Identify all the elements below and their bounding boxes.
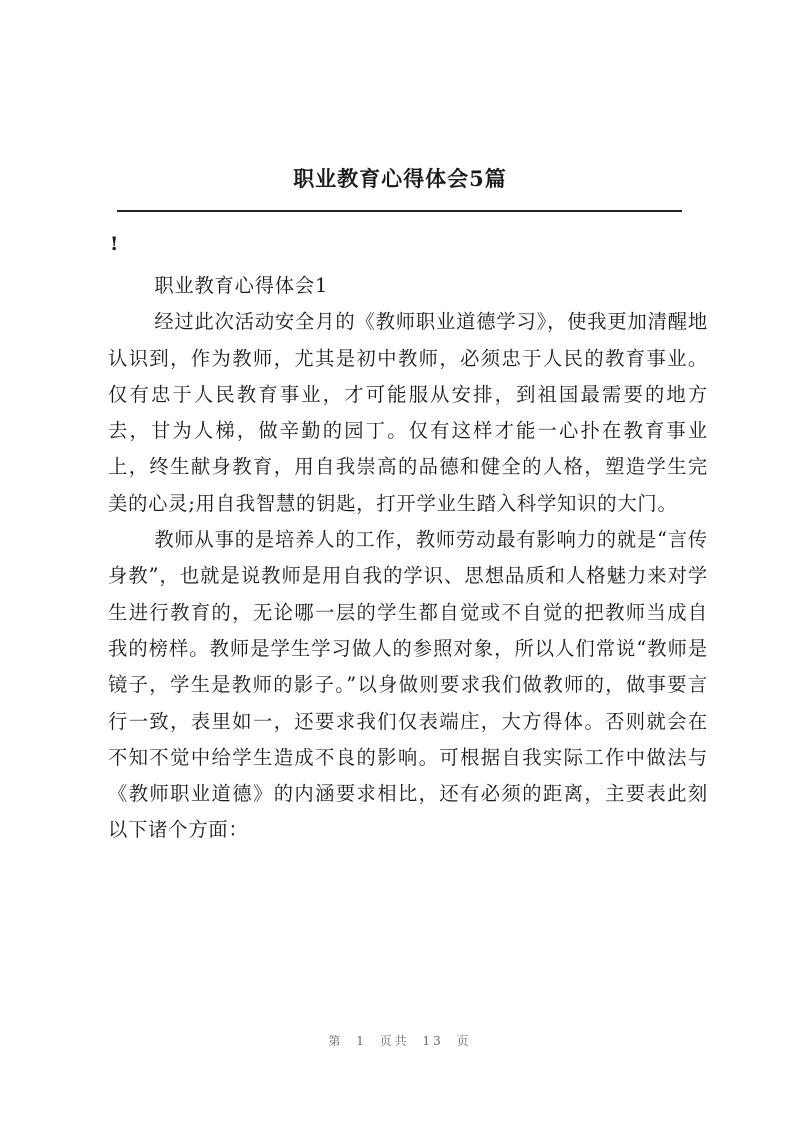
section-heading: 职业教育心得体会1 bbox=[154, 274, 329, 297]
title-divider bbox=[117, 210, 682, 212]
paragraph-1: 经过此次活动安全月的《教师职业道德学习》，使我更加清醒地认识到，作为教师，尤其是初中教师，必须忠于人民的教育事业。仅有忠于人民教育事业，才可能服从安排，到祖国最需要的地方去，甘为人梯，做辛勤的园丁。仅有这样才能一心扑在教育事业上，终生献身教育，用自我崇高的品德和健全的人格，塑造学生完美的心灵;用自我智慧的钥匙，打开学业生踏入科学知识的大门。 bbox=[108, 310, 708, 515]
footer-label-of: 页共 bbox=[379, 1034, 410, 1048]
paragraph-2: 教师从事的是培养人的工作，教师劳动最有影响力的就是“言传身教”，也就是说教师是用自我的学识、思想品质和人格魅力来对学生进行教育的，无论哪一层的学生都自觉或不自觉的把教师当成自我的榜样。教师是学生学习做人的参照对象，所以人们常说“教师是镜子，学生是教师的影子。”以身做则要求我们做教师的，做事要言行一致，表里如一，还要求我们仅表端庄，大方得体。否则就会在不知不觉中给学生造成不良的影响。可根据自我实际工作中做法与《教师职业道德》的内涵要求相比，还有必须的距离，主要表此刻以下诸个方面： bbox=[108, 528, 708, 842]
document-title: 职业教育心得体会5篇 bbox=[293, 166, 507, 191]
footer-label-end: 页 bbox=[456, 1034, 472, 1048]
page-footer bbox=[0, 1032, 800, 1049]
document-body bbox=[108, 268, 708, 849]
footer-total-pages: 13 bbox=[422, 1034, 444, 1048]
exclamation-mark: ! bbox=[110, 233, 119, 255]
footer-current-page: 1 bbox=[356, 1034, 367, 1048]
footer-label-page: 第 bbox=[328, 1034, 344, 1048]
